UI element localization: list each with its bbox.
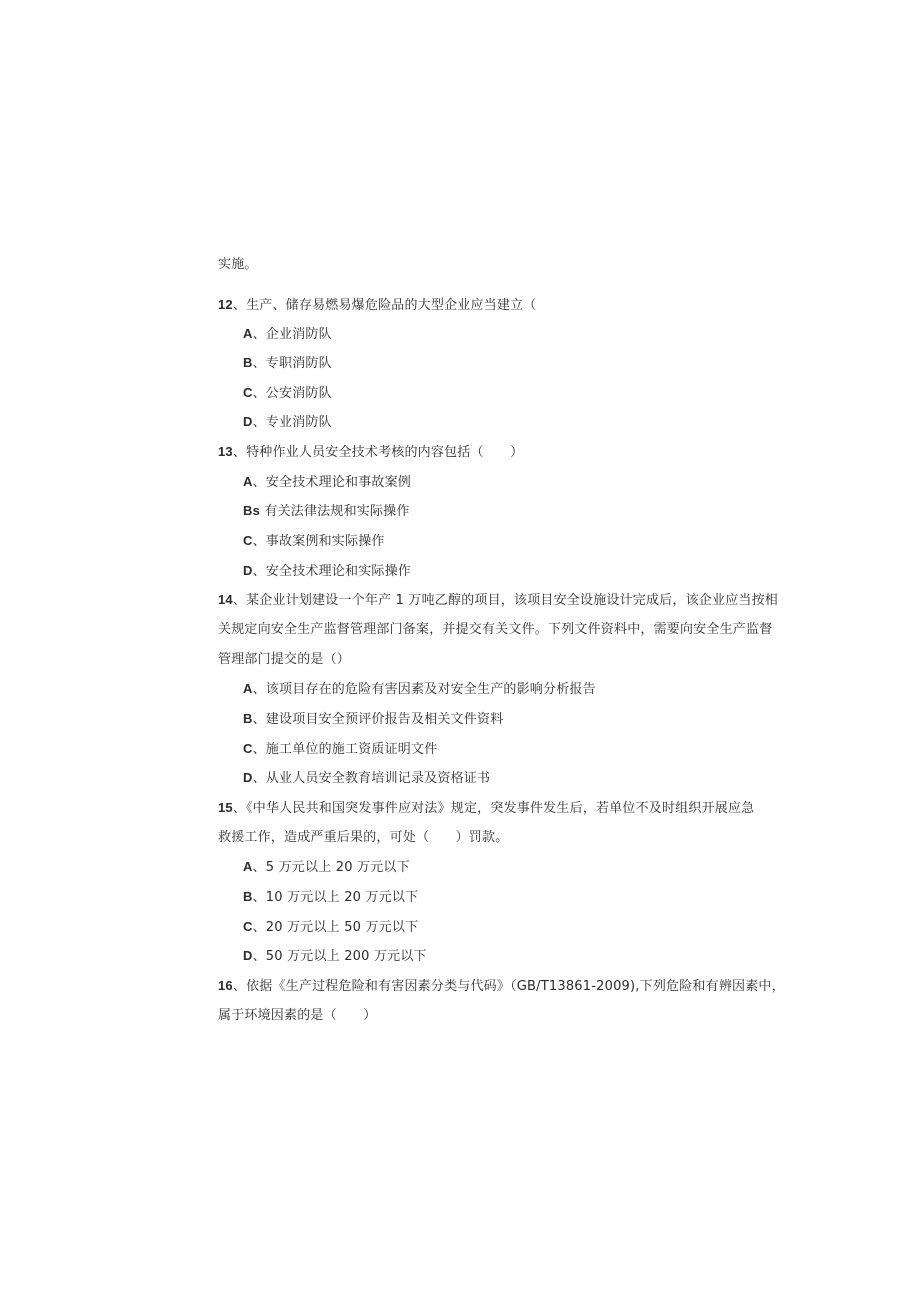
option-text: 、从业人员安全教育培训记录及资格证书 [252, 771, 491, 786]
option-15-a [243, 858, 410, 877]
option-13-a [243, 473, 411, 492]
option-12-a [243, 325, 332, 344]
option-12-d [243, 413, 332, 432]
question-number: 13 [218, 444, 233, 459]
question-text-line-1: 、《中华人民共和国突发事件应对法》规定，突发事件发生后，若单位不及时组织开展应急 [232, 801, 755, 816]
option-key: B [243, 889, 253, 904]
option-15-d [243, 947, 427, 966]
option-15-b [243, 888, 418, 907]
option-key: D [243, 948, 253, 963]
option-text: 、20 万元以上 50 万元以下 [252, 920, 419, 935]
question-14-line-3: 管理部门提交的是（） [218, 652, 351, 667]
option-key: Bs [243, 503, 261, 518]
option-text: 、专业消防队 [252, 415, 332, 430]
option-text: 、建设项目安全预评价报告及相关文件资料 [252, 712, 504, 727]
question-number: 15 [218, 800, 233, 815]
question-number: 16 [218, 978, 233, 993]
option-key: B [243, 711, 253, 726]
option-key: D [243, 770, 253, 785]
option-key: C [243, 533, 253, 548]
question-text-line-1: 、依据《生产过程危险和有害因素分类与代码》（GB/T13861-2009),下列危险和有辨因素中， [232, 979, 785, 994]
question-16-line-2: 属于环境因素的是（ ） [218, 1008, 377, 1023]
question-15-line-2: 救援工作，造成严重后果的，可处（ ）罚款。 [218, 830, 509, 845]
option-12-b [243, 354, 332, 373]
option-text: 、安全技术理论和实际操作 [252, 564, 411, 579]
option-15-c [243, 918, 418, 937]
option-text: 、施工单位的施工资质证明文件 [252, 742, 438, 757]
top-fragment: 实施。 [218, 257, 258, 272]
option-text: 、该项目存在的危险有害因素及对安全生产的影响分析报告 [252, 682, 596, 697]
option-text: 、公安消防队 [252, 386, 332, 401]
option-key: A [243, 474, 253, 489]
option-14-b [243, 710, 503, 729]
option-key: B [243, 355, 253, 370]
option-key: C [243, 385, 253, 400]
option-text: 、企业消防队 [252, 327, 332, 342]
option-text: 、50 万元以上 200 万元以下 [252, 949, 427, 964]
option-key: D [243, 414, 253, 429]
question-number: 12 [218, 297, 233, 312]
option-14-d [243, 769, 490, 788]
option-text: 、5 万元以上 20 万元以下 [252, 860, 410, 875]
option-text: 、安全技术理论和事故案例 [252, 475, 411, 490]
option-13-d [243, 562, 411, 581]
option-key: A [243, 681, 253, 696]
option-key: A [243, 326, 253, 341]
question-14-line-2: 关规定向安全生产监督管理部门备案，并提交有关文件。下列文件资料中，需要向安全生产监督 [218, 622, 773, 637]
question-number: 14 [218, 592, 233, 607]
option-text: 、专职消防队 [252, 356, 332, 371]
option-text: 、事故案例和实际操作 [252, 534, 385, 549]
option-key: A [243, 859, 253, 874]
question-13 [218, 443, 523, 462]
option-14-c [243, 740, 437, 759]
option-key: C [243, 741, 253, 756]
option-text: 有关法律法规和实际操作 [260, 504, 410, 519]
option-key: C [243, 919, 253, 934]
question-text-line-1: 、某企业计划建设一个年产 1 万吨乙醇的项目，该项目安全设施设计完成后，该企业应当按相 [232, 593, 779, 608]
option-14-a [243, 680, 596, 699]
question-14 [218, 591, 778, 610]
option-12-c [243, 384, 332, 403]
question-12 [218, 296, 536, 315]
option-text: 、10 万元以上 20 万元以下 [252, 890, 419, 905]
question-text: 、生产、储存易燃易爆危险品的大型企业应当建立（ [232, 298, 537, 313]
option-key: D [243, 563, 253, 578]
question-15 [218, 799, 754, 818]
option-13-b [243, 502, 410, 521]
question-text: 、特种作业人员安全技术考核的内容包括（ ） [232, 445, 524, 460]
question-16 [218, 977, 785, 996]
option-13-c [243, 532, 385, 551]
